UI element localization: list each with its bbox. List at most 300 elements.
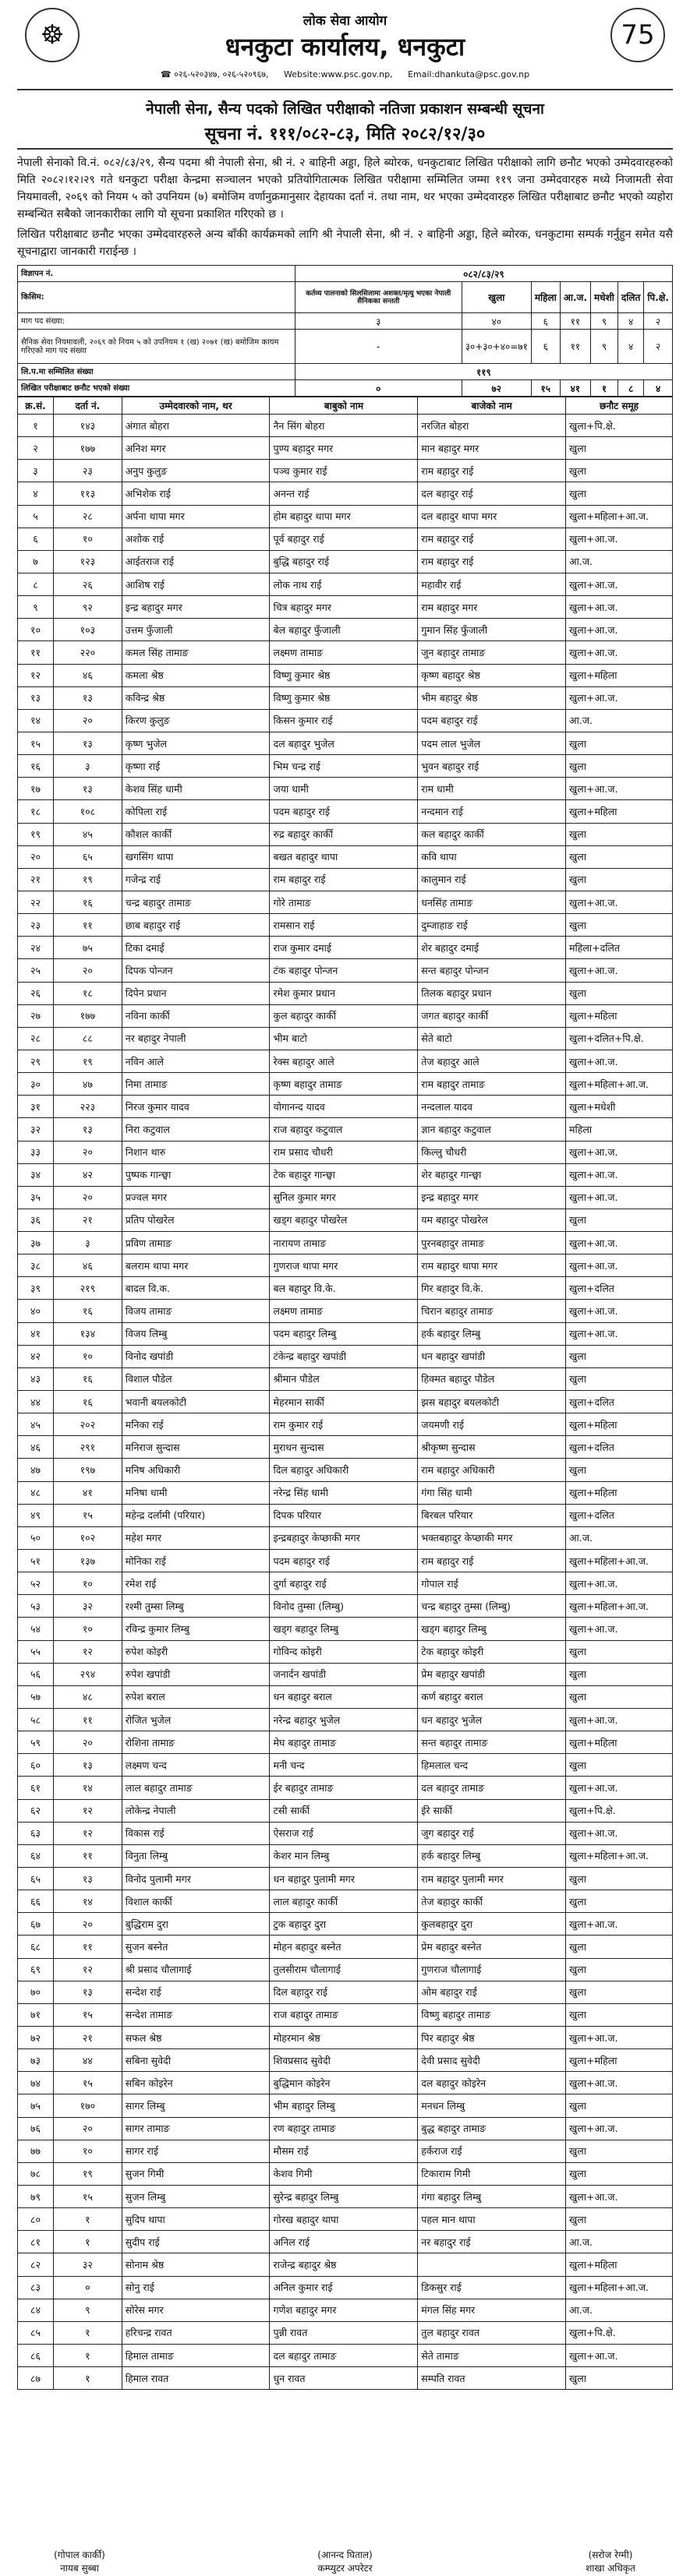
serial-cell: १ (18, 415, 54, 437)
table-row (18, 1391, 673, 1413)
candidate-name-cell: विनोद खपांडी (122, 1345, 270, 1367)
roll-cell: ९ (53, 2299, 122, 2321)
grandfather-name-cell: हर्क बहादुर लिम्बु (418, 1844, 566, 1867)
serial-cell: ४२ (18, 1345, 54, 1367)
group-cell: खुला+मधेशी (566, 1096, 673, 1118)
candidate-name-cell: लाल बहादुर तामाङ (122, 1777, 270, 1799)
grandfather-name-cell: ईरे सार्की (418, 1799, 566, 1822)
summary-cell: ९ (591, 330, 618, 364)
col-grandfather: बाजेको नाम (418, 397, 566, 415)
candidate-name-cell: सबिन कोइरेन (122, 2072, 270, 2094)
father-name-cell: मनी चन्द (270, 1754, 418, 1777)
serial-cell: ६२ (18, 1799, 54, 1822)
table-row (18, 2253, 673, 2276)
group-cell: खुला (566, 2367, 673, 2390)
table-row (18, 596, 673, 619)
group-cell: खुला (566, 1367, 673, 1390)
serial-cell: ६१ (18, 1777, 54, 1799)
roll-cell: २१ (53, 1209, 122, 1231)
table-row (18, 505, 673, 528)
serial-cell: ४० (18, 1300, 54, 1322)
candidate-name-cell: अनुप कुलुङ (122, 460, 270, 482)
table-row (18, 1345, 673, 1367)
table-row (18, 982, 673, 1004)
candidate-name-cell: सुजन बस्नेत (122, 1936, 270, 1958)
serial-cell: १४ (18, 709, 54, 732)
candidate-name-cell: मोनिका राई (122, 1550, 270, 1572)
roll-cell: १९७ (53, 1459, 122, 1481)
roll-cell: २३ (53, 460, 122, 482)
father-name-cell: विनोद तुम्सा (लिम्बु) (270, 1595, 418, 1618)
father-name-cell: विष्णु कुमार श्रेष्ठ (270, 686, 418, 709)
group-cell: खुला+आ.ज. (566, 1913, 673, 1936)
candidate-name-cell: कमल सिंह तामाङ (122, 641, 270, 664)
serial-cell: ३९ (18, 1277, 54, 1300)
table-row (18, 641, 673, 664)
grandfather-name-cell: तेज बहादुर कार्की (418, 1890, 566, 1913)
table-row (18, 1300, 673, 1322)
grandfather-name-cell: सन्त बहादुर तामाङ (418, 1731, 566, 1754)
group-cell: खुला+महिला (566, 1413, 673, 1436)
serial-cell: १५ (18, 732, 54, 754)
candidate-name-cell: रमेश राई (122, 1572, 270, 1595)
father-name-cell: राम कुमार राई (270, 1413, 418, 1436)
group-cell: खुला+पि.क्षे. (566, 415, 673, 437)
serial-cell: ४४ (18, 1391, 54, 1413)
candidate-name-cell: रविन्द्र कुमार लिम्बु (122, 1618, 270, 1640)
group-cell: खुला+महिला+आ.ज. (566, 1073, 673, 1096)
father-name-cell: अनिल राई (270, 2231, 418, 2253)
father-name-cell: रेक्स बहादुर आले (270, 1050, 418, 1072)
roll-cell: ० (53, 2276, 122, 2299)
group-cell: खुला (566, 1685, 673, 1708)
serial-cell: ८३ (18, 2276, 54, 2299)
candidate-name-cell: मनिराज सुन्दास (122, 1436, 270, 1459)
grandfather-name-cell: गिर बहादुर वि.के. (418, 1277, 566, 1300)
grandfather-name-cell: नन्दमान राई (418, 800, 566, 823)
father-name-cell: शिवप्रसाद सुवेदी (270, 2049, 418, 2072)
serial-cell: १३ (18, 686, 54, 709)
table-row (18, 823, 673, 845)
grandfather-name-cell: कल बहादुर कार्की (418, 823, 566, 845)
table-row (18, 1186, 673, 1209)
grandfather-name-cell: धन बहादुर भुजेल (418, 1709, 566, 1731)
grandfather-name-cell: गंगा बहादुर लिम्बु (418, 2185, 566, 2207)
candidate-name-cell: अर्पना थापा मगर (122, 505, 270, 528)
grandfather-name-cell: गंगा सिंह धामी (418, 1481, 566, 1504)
table-row (18, 1209, 673, 1231)
serial-cell: २६ (18, 982, 54, 1004)
roll-cell: ११३ (53, 482, 122, 505)
table-row (18, 755, 673, 778)
candidate-name-cell: नविन आले (122, 1050, 270, 1072)
signatory-name: (सरोज रेग्मी) (588, 2550, 633, 2560)
father-name-cell: कुल बहादुर कार्की (270, 1004, 418, 1027)
candidate-name-cell: सन्देश तामाङ (122, 2003, 270, 2026)
roll-cell: १४ (53, 1890, 122, 1913)
table-row (18, 1844, 673, 1867)
grandfather-name-cell: धन बहादुर खपांडी (418, 1345, 566, 1367)
serial-cell: ५३ (18, 1595, 54, 1618)
notice-paragraph-1: नेपाली सेनाको वि.नं. ०८२/८३/२९, सैन्य पदमा श्री नेपाली सेना, श्री नं. २ बाहिनी अड्डा, हिले ब्याेरक, धनकुटाबाट लिखित परीक्षाको लागि छनौट भएको उम्मेदवारहरुको मिति २०८२।१२।२९ गते धनकुटा परीक्षा केन्द्रमा सञ्चालन भएको प्रतियोगितात्मक लिखित परीक्षामा सम्मिलित जम्मा ११९ जना उम्मेदवारहरु मध्ये निजामती सेवा नियमावली, २०६९ को नियम ५ को उपनियम (७) बमोजिम वर्णानुक्रमानुसार देहायका दर्ता नं. तथा नाम, थर भएका उम्मेदवारहरु लिखित परीक्षाबाट छनौट भएको व्यहोरा सम्बन्धित सबैको जानकारीका लागि यो सूचना प्रकाशित गरिएको छ । (17, 157, 673, 221)
father-name-cell: राम प्रसाद चौधरी (270, 1141, 418, 1163)
roll-cell: २० (53, 1186, 122, 1209)
table-row (18, 2344, 673, 2366)
father-name-cell: धुन रावत (270, 2367, 418, 2390)
grandfather-name-cell: बुद्ध बहादुर तामाङ (418, 2117, 566, 2140)
father-name-cell: टंक बहादुर पोन्जन (270, 959, 418, 982)
father-name-cell: राज बहादुर कटुवाल (270, 1118, 418, 1141)
grandfather-name-cell: किल्लु चौधरी (418, 1141, 566, 1163)
candidate-name-cell: खगसिंग थापा (122, 845, 270, 868)
roll-cell: १ (53, 2321, 122, 2344)
candidate-name-cell: विजय लिम्बु (122, 1322, 270, 1345)
group-cell: खुला+महिला (566, 2253, 673, 2276)
table-row (18, 1663, 673, 1685)
summary-cell: ३ (295, 313, 462, 330)
grandfather-name-cell: राम बहादुर राई (418, 1550, 566, 1572)
roll-cell: २६ (53, 573, 122, 595)
appeared-value: ११९ (295, 364, 672, 380)
grandfather-name-cell: राम बहादुर मगर (418, 596, 566, 619)
candidate-name-cell: भवानी बयलकोटी (122, 1391, 270, 1413)
group-cell: खुला+आ.ज. (566, 573, 673, 595)
table-row (18, 1004, 673, 1027)
candidate-name-cell: मनिका राई (122, 1413, 270, 1436)
group-cell: आ.ज. (566, 550, 673, 573)
grandfather-name-cell (418, 2253, 566, 2276)
summary-cell: ६ (531, 313, 560, 330)
roll-cell: ३ (53, 1232, 122, 1254)
roll-cell: १३४ (53, 1322, 122, 1345)
serial-cell: ११ (18, 641, 54, 664)
father-name-cell: टंकेन्द्र बहादुर खपांडी (270, 1345, 418, 1367)
roll-cell: १ (53, 2344, 122, 2366)
summary-cell: ४० (462, 313, 531, 330)
grandfather-name-cell: खड्ग बहादुर लिम्बु (418, 1618, 566, 1640)
table-row (18, 1981, 673, 2003)
father-name-cell: पदम बहादुर लिम्बु (270, 1322, 418, 1345)
candidate-name-cell: रोशिना तामाङ (122, 1731, 270, 1754)
father-name-cell: गोरे तामाङ (270, 891, 418, 913)
group-cell: खुला+आ.ज. (566, 1300, 673, 1322)
father-name-cell: विष्णु कुमार श्रेष्ठ (270, 664, 418, 686)
roll-cell: १३ (53, 732, 122, 754)
candidate-name-cell: अंगात बोहरा (122, 415, 270, 437)
roll-cell: १९ (53, 1050, 122, 1072)
table-row (18, 1141, 673, 1163)
grandfather-name-cell: हर्क बहादुर लिम्बु (418, 1322, 566, 1345)
serial-cell: २१ (18, 868, 54, 891)
group-cell: खुला (566, 1754, 673, 1777)
roll-cell: २० (53, 1731, 122, 1754)
table-row (18, 1958, 673, 1981)
summary-header: दलित (617, 282, 643, 313)
table-row (18, 868, 673, 891)
summary-cell: २ (644, 330, 673, 364)
table-row (18, 709, 673, 732)
grandfather-name-cell: चिरान बहादुर तामाङ (418, 1300, 566, 1322)
roll-cell: १५ (53, 2003, 122, 2026)
roll-cell: १२ (53, 1640, 122, 1663)
roll-cell: १०२ (53, 1526, 122, 1549)
father-name-cell: सुरेन्द्र बहादुर लिम्बु (270, 2185, 418, 2207)
table-row (18, 573, 673, 595)
group-cell: खुला+महिला (566, 1481, 673, 1504)
roll-cell: २१ (53, 2026, 122, 2048)
serial-cell: १७ (18, 778, 54, 800)
nepal-emblem-icon: ☸ (25, 8, 80, 62)
father-name-cell: चित्र बहादुर मगर (270, 596, 418, 619)
candidate-name-cell: सुदीप राई (122, 2231, 270, 2253)
group-cell: खुला (566, 2208, 673, 2231)
summary-table (17, 265, 673, 397)
father-name-cell: पूर्व बहादुर राई (270, 528, 418, 550)
grandfather-name-cell: दल बहादुर राई (418, 482, 566, 505)
table-row (18, 2072, 673, 2094)
table-row (18, 415, 673, 437)
roll-cell: १५ (53, 2185, 122, 2207)
table-row (18, 937, 673, 959)
father-name-cell: राम बहादुर राई (270, 868, 418, 891)
father-name-cell: टसी सार्की (270, 1799, 418, 1822)
serial-cell: ७६ (18, 2117, 54, 2140)
table-row (18, 1572, 673, 1595)
table-row (18, 1526, 673, 1549)
serial-cell: ७९ (18, 2185, 54, 2207)
roll-cell: २० (53, 959, 122, 982)
candidate-name-cell: सुजन गिमी (122, 2162, 270, 2185)
commission-name: लोक सेवा आयोग (303, 13, 387, 29)
anniversary-logo: 75 (610, 8, 665, 62)
grandfather-name-cell: नर बहादुर राई (418, 2231, 566, 2253)
roll-cell: १२ (53, 1799, 122, 1822)
serial-cell: ७१ (18, 2003, 54, 2026)
col-father: बाबुको नाम (270, 397, 418, 415)
roll-cell: ११ (53, 914, 122, 937)
group-cell: खुला+आ.ज. (566, 1822, 673, 1844)
father-name-cell: जया धामी (270, 778, 418, 800)
group-cell: खुला (566, 460, 673, 482)
father-name-cell: रुद्र बहादुर कार्की (270, 823, 418, 845)
group-cell: खुला (566, 845, 673, 868)
candidate-name-cell: सोनाम श्रेष्ठ (122, 2253, 270, 2276)
roll-cell: १३ (53, 1981, 122, 2003)
serial-cell: १९ (18, 823, 54, 845)
group-cell: खुला (566, 868, 673, 891)
roll-cell: १४ (53, 1777, 122, 1799)
father-name-cell: पुन्नी रावत (270, 2321, 418, 2344)
email-link[interactable]: Email:dhankuta@psc.gov.np (408, 69, 530, 79)
summary-cell: - (295, 330, 462, 364)
serial-cell: ५४ (18, 1618, 54, 1640)
table-row (18, 800, 673, 823)
father-name-cell: लोक नाथ राई (270, 573, 418, 595)
roll-cell: ४७ (53, 1073, 122, 1096)
selected-cell: ८ (617, 380, 643, 397)
grandfather-name-cell: जयमणी राई (418, 1413, 566, 1436)
father-name-cell: दिल बहादुर अधिकारी (270, 1459, 418, 1481)
roll-cell: १ (53, 2231, 122, 2253)
signatory-name: (गोपाल कार्की) (54, 2550, 105, 2560)
group-cell: खुला (566, 914, 673, 937)
father-name-cell: अनन्त राई (270, 482, 418, 505)
father-name-cell: ऐसराज राई (270, 1822, 418, 1844)
father-name-cell: रण बहादुर तामाङ (270, 2117, 418, 2140)
roll-cell: ४५ (53, 823, 122, 845)
table-row (18, 1685, 673, 1708)
selected-cell: ४१ (560, 380, 590, 397)
grandfather-name-cell: भक्तबहादुर केप्छाकी मगर (418, 1526, 566, 1549)
roll-cell: १३७ (53, 1550, 122, 1572)
roll-cell: १० (53, 1618, 122, 1640)
roll-cell: २० (53, 1141, 122, 1163)
candidate-name-cell: रोजित भुजेल (122, 1709, 270, 1731)
signature-block (17, 2548, 673, 2576)
candidate-name-cell: चन्द्र बहादुर तामाङ (122, 891, 270, 913)
table-row (18, 1367, 673, 1390)
grandfather-name-cell: जुग बहादुर राई (418, 1822, 566, 1844)
signatory-title: कम्प्युटर अपरेटर (317, 2563, 373, 2574)
serial-cell: ३४ (18, 1163, 54, 1186)
serial-cell: ८४ (18, 2299, 54, 2321)
roll-cell: १७० (53, 2094, 122, 2117)
group-cell: खुला+आ.ज. (566, 1572, 673, 1595)
serial-cell: ३७ (18, 1232, 54, 1254)
roll-cell: १३ (53, 686, 122, 709)
table-row (18, 1050, 673, 1072)
grandfather-name-cell: सन्त बहादुर पोन्जन (418, 959, 566, 982)
group-cell: महिला+दलित (566, 937, 673, 959)
grandfather-name-cell: राम बहादुर राई (418, 528, 566, 550)
group-cell: खुला+महिला (566, 1004, 673, 1027)
grandfather-name-cell: प्रेम बहादुर बस्नेत (418, 1936, 566, 1958)
table-row (18, 1163, 673, 1186)
roll-cell: ४८ (53, 1685, 122, 1708)
candidate-name-cell: अभिशेक राई (122, 482, 270, 505)
table-row (18, 1731, 673, 1754)
candidate-name-cell: मनिष अधिकारी (122, 1459, 270, 1481)
group-cell: खुला+पि.क्षे. (566, 1799, 673, 1822)
father-name-cell: तुलसीराम चौलागाई (270, 1958, 418, 1981)
group-cell: खुला+महिला+आ.ज. (566, 1595, 673, 1618)
table-row (18, 1277, 673, 1300)
table-row (18, 2094, 673, 2117)
serial-cell: ३५ (18, 1186, 54, 1209)
summary-cell: ४ (617, 313, 643, 330)
group-cell: खुला+महिला (566, 2049, 673, 2072)
grandfather-name-cell: राम धामी (418, 778, 566, 800)
serial-cell: ७ (18, 550, 54, 573)
table-row (18, 619, 673, 641)
table-row (18, 891, 673, 913)
father-name-cell: टुक बहादुर दुरा (270, 1913, 418, 1936)
serial-cell: ४ (18, 482, 54, 505)
roll-cell: १४३ (53, 415, 122, 437)
father-name-cell: होम बहादुर थापा मगर (270, 505, 418, 528)
candidate-name-cell: रश्मी तुम्सा लिम्बु (122, 1595, 270, 1618)
serial-cell: ५२ (18, 1572, 54, 1595)
table-row (18, 1754, 673, 1777)
candidate-name-cell: विजय तामाङ (122, 1300, 270, 1322)
serial-cell: ५ (18, 505, 54, 528)
website-link[interactable]: Website:www.psc.gov.np, (283, 69, 393, 79)
table-row (18, 1027, 673, 1050)
results-body (18, 415, 673, 2390)
roll-cell: १७७ (53, 437, 122, 460)
selected-cell: ७२ (462, 380, 531, 397)
candidate-name-cell: रुपेश खपांडी (122, 1663, 270, 1685)
summary-cell: ३०+३०+४०=७१ (462, 330, 531, 364)
father-name-cell: गोरख बहादुर थापा (270, 2208, 418, 2231)
table-row (18, 1504, 673, 1526)
group-cell: खुला (566, 2162, 673, 2185)
serial-cell: ५९ (18, 1731, 54, 1754)
candidate-name-cell: महेश मगर (122, 1526, 270, 1549)
roll-cell: १९ (53, 868, 122, 891)
group-cell: खुला (566, 823, 673, 845)
group-cell: खुला+आ.ज. (566, 1709, 673, 1731)
candidate-name-cell: प्रज्वल मगर (122, 1186, 270, 1209)
grandfather-name-cell: हर्कराज राई (418, 2140, 566, 2162)
grandfather-name-cell: राम बहादुर राई (418, 550, 566, 573)
candidate-name-cell: निमा तामाङ (122, 1073, 270, 1096)
candidate-name-cell: विशाल पौडेल (122, 1367, 270, 1390)
father-name-cell: राज बहादुर तामाङ (270, 2003, 418, 2026)
group-cell: खुला+महिला+आ.ज. (566, 505, 673, 528)
summary-header: महिला (531, 282, 560, 313)
father-name-cell: नरेन्द्र सिंह धामी (270, 1481, 418, 1504)
signatory (17, 2548, 142, 2576)
table-row (18, 1640, 673, 1663)
candidate-name-cell: निरज कुमार यादव (122, 1096, 270, 1118)
father-name-cell: नारायण तामाङ (270, 1232, 418, 1254)
group-cell: खुला+आ.ज. (566, 641, 673, 664)
candidate-name-cell: छाब बहादुर राई (122, 914, 270, 937)
group-cell: खुला+महिला+आ.ज. (566, 1550, 673, 1572)
candidate-name-cell: लोकेन्द्र नेपाली (122, 1799, 270, 1822)
serial-cell: ८६ (18, 2344, 54, 2366)
group-cell: खुला+आ.ज. (566, 1618, 673, 1640)
table-row (18, 1822, 673, 1844)
appeared-label: लि.प.मा सम्मिलित संख्या (18, 364, 295, 380)
father-name-cell: टेक बहादुर गान्छ्वा (270, 1163, 418, 1186)
father-name-cell: पदम बहादुर राई (270, 1550, 418, 1572)
roll-cell: २८ (53, 505, 122, 528)
father-name-cell: दिपक परियार (270, 1504, 418, 1526)
roll-cell: ४२ (53, 1163, 122, 1186)
grandfather-name-cell: मनधन लिम्बु (418, 2094, 566, 2117)
group-cell: खुला+दलित (566, 1391, 673, 1413)
serial-cell: ३१ (18, 1096, 54, 1118)
table-row (18, 528, 673, 550)
father-name-cell: दल बहादुर भुजेल (270, 732, 418, 754)
category-label: किसिम: (18, 282, 295, 313)
phone-text: ☎ ०२६-५२०३४७, ०२६-५२०९६७, (160, 69, 269, 79)
roll-cell: ४४ (53, 2049, 122, 2072)
father-name-cell: जनार्दन खपांडी (270, 1663, 418, 1685)
group-cell: खुला+आ.ज. (566, 528, 673, 550)
father-name-cell: नरेन्द्र बहादुर भुजेल (270, 1709, 418, 1731)
grandfather-name-cell: पदम लाल भुजेल (418, 732, 566, 754)
roll-cell: २०२ (53, 1413, 122, 1436)
father-name-cell: मोहन बहादुर बस्नेत (270, 1936, 418, 1958)
grandfather-name-cell: जुन बहादुर तामाङ (418, 641, 566, 664)
grandfather-name-cell: कालुमान राई (418, 868, 566, 891)
candidate-name-cell: हिमाल तामाङ (122, 2344, 270, 2366)
candidate-name-cell: विकास राई (122, 1822, 270, 1844)
serial-cell: २८ (18, 1027, 54, 1050)
